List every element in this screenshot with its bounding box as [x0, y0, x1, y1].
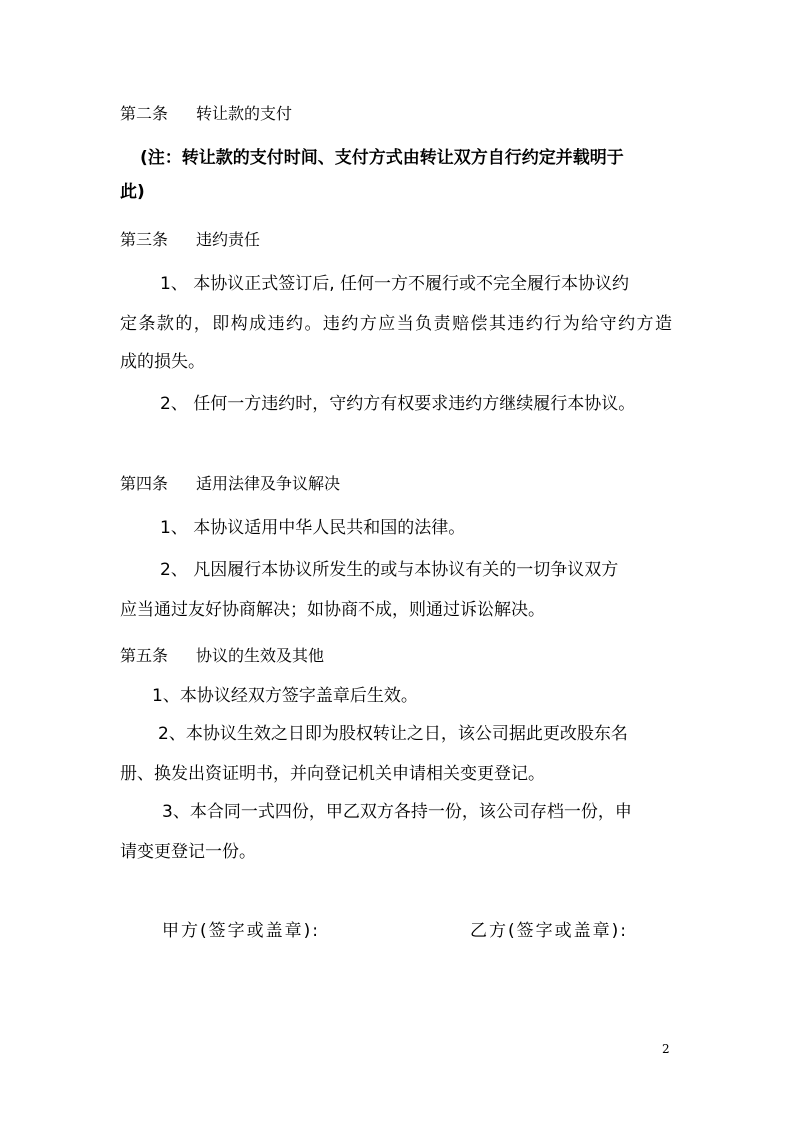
party-b-signature-label: 乙方(签字或盖章): [470, 921, 628, 941]
article-5-item-2-line-1: 2、本协议生效之日即为股权转让之日，该公司据此更改股东名 [158, 724, 628, 744]
article-3-item-1-line-3: 成的损失。 [120, 352, 205, 372]
article-2-title: 转让款的支付 [196, 104, 293, 123]
party-a-signature-label: 甲方(签字或盖章): [162, 921, 320, 941]
article-5-item-2-line-2: 册、换发出资证明书，并向登记机关申请相关变更登记。 [120, 764, 545, 784]
article-4-item-1: 1、 本协议适用中华人民共和国的法律。 [160, 518, 466, 538]
article-4-item-2-line-2: 应当通过友好协商解决；如协商不成，则通过诉讼解决。 [120, 600, 545, 620]
article-3-title: 违约责任 [196, 230, 261, 249]
article-3-item-2: 2、 任何一方违约时，守约方有权要求违约方继续履行本协议。 [160, 394, 636, 414]
article-2-number: 第二条 [120, 104, 169, 123]
article-4-number: 第四条 [120, 474, 169, 493]
article-3-item-1-line-2: 定条款的，即构成违约。违约方应当负责赔偿其违约行为给守约方造 [120, 314, 672, 334]
article-2-note-line-1: (注：转让款的支付时间、支付方式由转让双方自行约定并载明于 [140, 148, 624, 168]
article-5-item-1: 1、本协议经双方签字盖章后生效。 [152, 686, 418, 706]
article-3-item-1-line-1: 1、 本协议正式签订后, 任何一方不履行或不完全履行本协议约 [160, 274, 630, 294]
article-4-item-2-line-1: 2、 凡因履行本协议所发生的或与本协议有关的一切争议双方 [160, 560, 619, 580]
article-4-title: 适用法律及争议解决 [196, 474, 341, 493]
article-3-heading [120, 228, 260, 252]
article-4-heading [120, 472, 340, 496]
article-2-heading [120, 102, 292, 126]
article-3-number: 第三条 [120, 230, 169, 249]
article-2-note-line-2: 此) [120, 182, 145, 202]
article-5-item-3-line-1: 3、本合同一式四份，甲乙双方各持一份，该公司存档一份，申 [162, 802, 632, 822]
article-5-heading [120, 644, 324, 668]
article-5-number: 第五条 [120, 646, 169, 665]
article-5-title: 协议的生效及其他 [196, 646, 325, 665]
page-number: 2 [662, 1042, 670, 1056]
article-5-item-3-line-2: 请变更登记一份。 [120, 842, 256, 862]
